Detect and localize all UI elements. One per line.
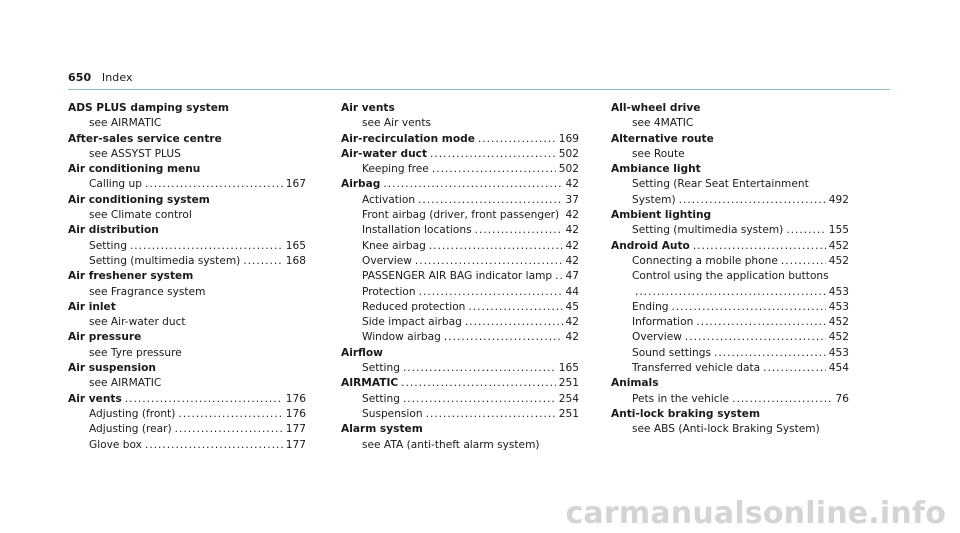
leader-dots xyxy=(786,223,825,238)
subentry-text: see 4MATIC xyxy=(632,117,694,130)
entry-term: AIRMATIC xyxy=(341,377,399,390)
index-subentry xyxy=(341,208,579,223)
entry-term: Android Auto xyxy=(611,239,690,252)
index-subentry xyxy=(341,407,579,422)
index-entry-heading xyxy=(68,300,306,315)
index-subentry xyxy=(611,116,849,131)
leader-dots xyxy=(679,193,826,208)
leader-dots xyxy=(781,254,826,269)
entry-term: Animals xyxy=(611,377,659,390)
leader-dots xyxy=(419,285,563,300)
page-reference: 37 xyxy=(565,193,579,206)
leader-dots xyxy=(383,177,562,192)
page-reference: 177 xyxy=(285,438,306,451)
leader-dots xyxy=(430,147,556,162)
entry-term: Air inlet xyxy=(68,300,116,313)
leader-dots xyxy=(403,392,556,407)
entry-term: After-sales service centre xyxy=(68,132,222,145)
index-subentry xyxy=(68,346,306,361)
page-reference: 44 xyxy=(565,285,579,298)
page-reference: 168 xyxy=(285,254,306,267)
index-entry-heading xyxy=(341,346,579,361)
entry-term: Air conditioning menu xyxy=(68,163,201,176)
subentry-text: Setting (multimedia system) xyxy=(89,254,241,267)
page-reference: 453 xyxy=(828,285,849,298)
page-reference: 165 xyxy=(558,362,579,375)
subentry-text: PASSENGER AIR BAG indicator lamp xyxy=(362,270,553,283)
index-entry-heading xyxy=(68,223,306,238)
section-title: Index xyxy=(101,71,133,84)
page-reference: 502 xyxy=(558,163,579,176)
index-subentry xyxy=(68,407,306,422)
entry-term: Ambient lighting xyxy=(611,209,712,222)
index-subentry xyxy=(68,438,306,453)
subentry-text: see Route xyxy=(632,147,685,160)
leader-dots xyxy=(555,269,562,284)
index-entry-heading xyxy=(68,162,306,177)
index-column-3 xyxy=(611,101,849,438)
leader-dots xyxy=(401,376,556,391)
entry-term: Air-recirculation mode xyxy=(341,132,475,145)
page-reference: 42 xyxy=(565,331,579,344)
leader-dots xyxy=(763,361,826,376)
leader-dots xyxy=(429,239,563,254)
index-column-1 xyxy=(68,101,306,453)
entry-term: Air vents xyxy=(341,102,395,114)
leader-dots xyxy=(714,346,826,361)
index-subentry xyxy=(68,376,306,391)
entry-term: Alarm system xyxy=(341,423,423,436)
index-entry-heading xyxy=(68,330,306,345)
subentry-text: see ABS (Anti-lock Braking System) xyxy=(632,423,820,436)
leader-dots xyxy=(465,315,563,330)
subentry-text: Adjusting (front) xyxy=(89,407,176,420)
index-entry-heading xyxy=(68,361,306,376)
page-reference: 452 xyxy=(828,316,849,329)
leader-dots xyxy=(685,330,826,345)
index-subentry xyxy=(341,269,579,284)
page-reference: 42 xyxy=(565,316,579,329)
subentry-text: Reduced protection xyxy=(362,300,466,313)
leader-dots xyxy=(130,239,283,254)
index-entry-heading xyxy=(611,239,849,254)
index-subentry xyxy=(341,116,579,131)
subentry-text: Setting xyxy=(89,239,127,252)
entry-term: Air pressure xyxy=(68,331,142,344)
page-number: 650 xyxy=(68,71,92,84)
index-subentry xyxy=(341,330,579,345)
page-reference: 502 xyxy=(558,147,579,160)
index-subentry xyxy=(341,361,579,376)
subentry-text: Transferred vehicle data xyxy=(632,362,761,375)
leader-dots xyxy=(432,162,556,177)
page-reference: 452 xyxy=(828,254,849,267)
index-entry-heading xyxy=(611,407,849,422)
subentry-text: Knee airbag xyxy=(362,239,426,252)
leader-dots xyxy=(693,239,826,254)
subentry-text: Installation locations xyxy=(362,224,472,237)
index-entry-heading xyxy=(341,101,579,116)
entry-term: Air suspension xyxy=(68,362,156,375)
leader-dots xyxy=(478,132,556,147)
index-entry-heading xyxy=(68,392,306,407)
index-subentry xyxy=(68,177,306,192)
subentry-text: Calling up xyxy=(89,178,142,191)
subentry-text: see AIRMATIC xyxy=(89,377,162,390)
entry-term: ADS PLUS damping system xyxy=(68,102,229,114)
index-subentry xyxy=(341,392,579,407)
index-entry-heading xyxy=(341,422,579,437)
index-subentry xyxy=(611,254,849,269)
index-entry-heading xyxy=(611,376,849,391)
subentry-text: Protection xyxy=(362,285,416,298)
page-reference: 251 xyxy=(558,377,579,390)
page-reference: 76 xyxy=(835,392,849,405)
page-reference: 42 xyxy=(565,209,579,222)
header-rule xyxy=(68,89,890,90)
index-subentry xyxy=(68,254,306,269)
leader-dots xyxy=(403,361,556,376)
subentry-text: Keeping free xyxy=(362,163,429,176)
page-reference: 155 xyxy=(828,224,849,237)
subentry-text: see ASSYST PLUS xyxy=(89,147,181,160)
leader-dots xyxy=(732,392,832,407)
page-header xyxy=(68,71,133,84)
index-entry-heading xyxy=(611,132,849,147)
subentry-text: Window airbag xyxy=(362,331,441,344)
subentry-text: Information xyxy=(632,316,694,329)
entry-term: Anti-lock braking system xyxy=(611,407,761,420)
leader-dots xyxy=(696,315,825,330)
page-reference: 42 xyxy=(565,178,579,191)
index-entry-heading xyxy=(341,376,579,391)
leader-dots xyxy=(243,254,282,269)
index-entry-heading xyxy=(68,193,306,208)
index-subentry xyxy=(341,254,579,269)
leader-dots xyxy=(418,193,562,208)
index-subentry xyxy=(68,285,306,300)
subentry-text: see ATA (anti-theft alarm system) xyxy=(362,438,540,451)
leader-dots xyxy=(672,300,826,315)
page-reference: 42 xyxy=(565,239,579,252)
subentry-text: System) xyxy=(632,193,676,206)
entry-term: Air freshener system xyxy=(68,270,194,283)
leader-dots xyxy=(475,223,563,238)
subentry-text: Setting (multimedia system) xyxy=(632,224,784,237)
index-subentry xyxy=(341,223,579,238)
index-subentry xyxy=(341,193,579,208)
index-subentry xyxy=(611,269,849,284)
leader-dots xyxy=(145,438,283,453)
entry-term: Air conditioning system xyxy=(68,193,210,206)
page-reference: 176 xyxy=(285,407,306,420)
index-subentry xyxy=(611,223,849,238)
index-subentry xyxy=(341,315,579,330)
page-reference: 42 xyxy=(565,224,579,237)
index-subentry xyxy=(68,239,306,254)
leader-dots xyxy=(175,422,283,437)
page-reference: 45 xyxy=(565,300,579,313)
subentry-text: see Tyre pressure xyxy=(89,346,182,359)
page-reference: 452 xyxy=(828,239,849,252)
subentry-text: Connecting a mobile phone xyxy=(632,254,778,267)
leader-dots xyxy=(444,330,563,345)
page-reference: 42 xyxy=(565,254,579,267)
index-subentry xyxy=(611,346,849,361)
index-subentry xyxy=(341,285,579,300)
page-reference: 454 xyxy=(828,362,849,375)
subentry-text: Setting (Rear Seat Entertainment xyxy=(632,178,809,191)
subentry-text: Overview xyxy=(632,331,682,344)
index-entry-heading xyxy=(341,147,579,162)
index-subentry xyxy=(611,330,849,345)
index-entry-heading xyxy=(68,132,306,147)
index-subentry xyxy=(341,300,579,315)
page-reference: 492 xyxy=(828,193,849,206)
index-entry-heading xyxy=(341,132,579,147)
page-reference: 251 xyxy=(558,407,579,420)
subentry-text: Overview xyxy=(362,254,412,267)
subentry-text: see Air-water duct xyxy=(89,316,186,329)
subentry-text: Adjusting (rear) xyxy=(89,423,172,436)
page-reference: 176 xyxy=(285,392,306,405)
leader-dots xyxy=(468,300,562,315)
index-subentry xyxy=(611,147,849,162)
index-entry-heading xyxy=(611,162,849,177)
subentry-text: Side impact airbag xyxy=(362,316,462,329)
index-subentry xyxy=(611,193,849,208)
index-column-2 xyxy=(341,101,579,453)
subentry-text: Ending xyxy=(632,300,669,313)
leader-dots xyxy=(415,254,563,269)
index-subentry xyxy=(68,116,306,131)
entry-term: Air distribution xyxy=(68,224,159,237)
subentry-text: Glove box xyxy=(89,438,142,451)
page-reference: 453 xyxy=(828,346,849,359)
watermark-logo: carmanualsonline.info xyxy=(565,496,946,531)
index-subentry xyxy=(341,239,579,254)
leader-dots xyxy=(178,407,282,422)
page-reference: 453 xyxy=(828,300,849,313)
index-entry-heading xyxy=(611,208,849,223)
entry-term: All-wheel drive xyxy=(611,102,701,114)
index-subentry xyxy=(611,315,849,330)
index-subentry xyxy=(611,392,849,407)
index-subentry xyxy=(611,285,849,300)
entry-term: Alternative route xyxy=(611,132,714,145)
entry-term: Airbag xyxy=(341,178,381,191)
subentry-text: see Fragrance system xyxy=(89,285,206,298)
leader-dots xyxy=(635,285,826,300)
index-entry-heading xyxy=(68,101,306,116)
index-subentry xyxy=(68,147,306,162)
entry-term: Airflow xyxy=(341,346,383,359)
index-subentry xyxy=(341,162,579,177)
index-subentry xyxy=(611,422,849,437)
index-entry-heading xyxy=(341,177,579,192)
entry-term: Ambiance light xyxy=(611,163,701,176)
subentry-text: see Air vents xyxy=(362,117,432,130)
page-reference: 169 xyxy=(558,132,579,145)
index-subentry xyxy=(611,177,849,192)
subentry-text: Front airbag (driver, front passenger) xyxy=(362,209,560,222)
index-subentry xyxy=(68,208,306,223)
subentry-text: Sound settings xyxy=(632,346,711,359)
page-reference: 167 xyxy=(285,178,306,191)
subentry-text: Suspension xyxy=(362,407,423,420)
index-entry-heading xyxy=(611,101,849,116)
subentry-text: Pets in the vehicle xyxy=(632,392,730,405)
index-subentry xyxy=(341,438,579,453)
page-reference: 254 xyxy=(558,392,579,405)
index-subentry xyxy=(68,422,306,437)
subentry-text: Setting xyxy=(362,392,400,405)
page-reference: 47 xyxy=(565,270,579,283)
leader-dots xyxy=(426,407,556,422)
subentry-text: see Climate control xyxy=(89,209,192,222)
entry-term: Air vents xyxy=(68,392,122,405)
page-reference: 452 xyxy=(828,331,849,344)
index-entry-heading xyxy=(68,269,306,284)
page-reference: 177 xyxy=(285,423,306,436)
page-reference: 165 xyxy=(285,239,306,252)
subentry-text: Control using the application buttons xyxy=(632,270,829,283)
subentry-text: Activation xyxy=(362,193,416,206)
index-subentry xyxy=(611,300,849,315)
leader-dots xyxy=(145,177,283,192)
index-subentry xyxy=(68,315,306,330)
subentry-text: Setting xyxy=(362,362,400,375)
index-subentry xyxy=(611,361,849,376)
entry-term: Air-water duct xyxy=(341,147,428,160)
leader-dots xyxy=(125,392,283,407)
subentry-text: see AIRMATIC xyxy=(89,117,162,130)
